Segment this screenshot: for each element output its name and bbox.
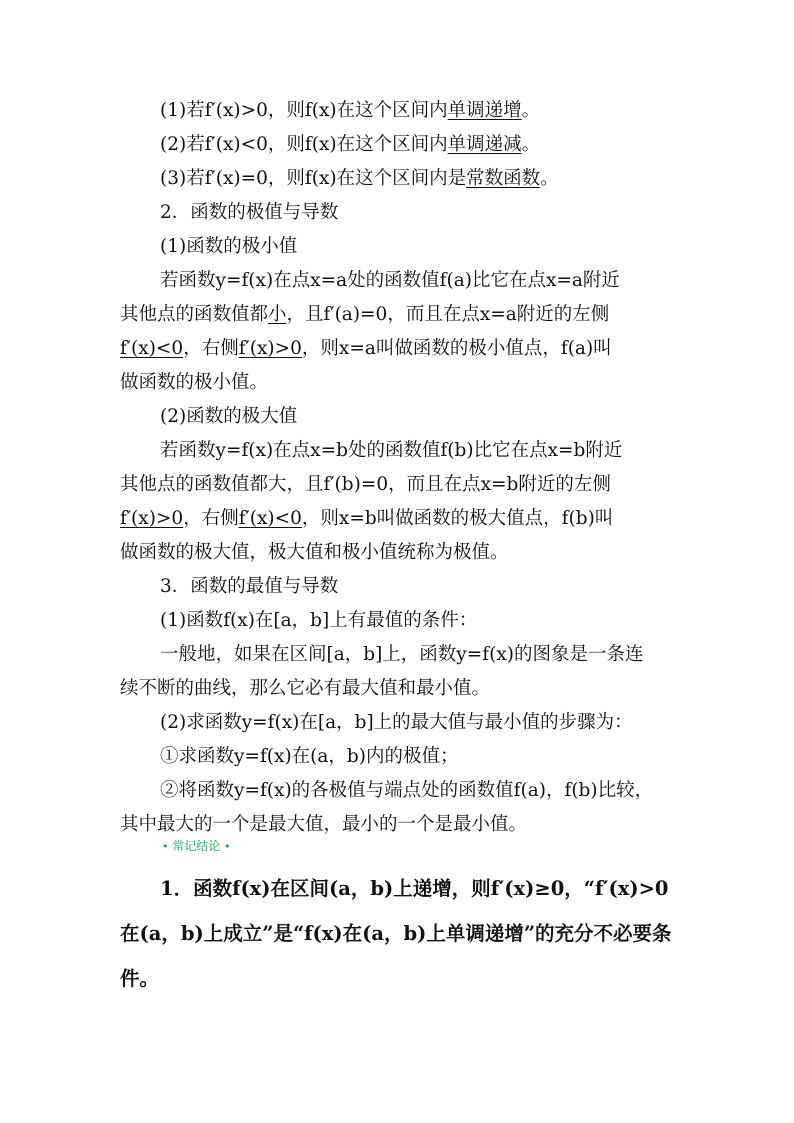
underlined-answer: f′(x)<0 <box>238 508 302 529</box>
underlined-answer: f′(x)>0 <box>120 508 184 529</box>
step-1: ①求函数y=f(x)在(a，b)内的极值； <box>160 746 459 767</box>
rule-text: (2)若f′(x)<0，则f(x)在这个区间内 <box>160 134 448 155</box>
paragraph-line: 其中最大的一个是最大值，最小的一个是最小值。 <box>120 814 528 835</box>
step-2: ②将函数y=f(x)的各极值与端点处的函数值f(a)，f(b)比较， <box>160 780 654 801</box>
underlined-answer: 小 <box>268 304 287 325</box>
conclusion-tag <box>162 838 231 855</box>
rule-end: 。 <box>521 100 541 121</box>
tag-label: 常记结论 <box>172 839 221 853</box>
rule-text: (3)若f′(x)=0，则f(x)在这个区间内是 <box>160 168 467 189</box>
conclusion-line: 件。 <box>120 967 160 990</box>
paragraph-line: 续不断的曲线，那么它必有最大值和最小值。 <box>120 678 491 699</box>
paragraph-line: 其他点的函数值都大，且f′(b)=0，而且在点x=b附近的左侧 <box>120 474 611 495</box>
bullet-dot: • <box>224 840 231 853</box>
paragraph-line: 若函数y=f(x)在点x=b处的函数值f(b)比它在点x=b附近 <box>160 440 623 461</box>
underlined-answer: 单调递减 <box>447 134 522 155</box>
underlined-answer: 单调递增 <box>447 100 522 121</box>
paragraph-line: 若函数y=f(x)在点x=a处的函数值f(a)比它在点x=a附近 <box>160 270 620 291</box>
paragraph-line: f′(x)<0，右侧f′(x)>0，则x=a叫做函数的极小值点，f(a)叫 <box>120 338 612 359</box>
rule-decreasing <box>160 133 540 157</box>
underlined-answer: f′(x)<0 <box>120 338 184 359</box>
underlined-answer: 常数函数 <box>466 168 541 189</box>
rule-end: 。 <box>540 168 559 189</box>
subheading-condition: (1)函数f(x)在[a，b]上有最值的条件： <box>160 610 478 631</box>
paragraph-line: 其他点的函数值都小，且f′(a)=0，而且在点x=a附近的左侧 <box>120 304 610 325</box>
subheading-minimum: (1)函数的极小值 <box>160 236 298 257</box>
rule-constant <box>160 167 559 191</box>
section-heading-3: 3．函数的最值与导数 <box>160 576 339 597</box>
section-heading-2: 2．函数的极值与导数 <box>160 202 339 223</box>
paragraph-line: f′(x)>0，右侧f′(x)<0，则x=b叫做函数的极大值点，f(b)叫 <box>120 508 614 529</box>
paragraph-line: 做函数的极大值，极大值和极小值统称为极值。 <box>120 542 509 563</box>
bullet-dot: • <box>162 840 169 853</box>
conclusion-line: 1．函数f(x)在区间(a，b)上递增，则f′(x)≥0，“f′(x)>0 <box>160 877 669 900</box>
paragraph-line: 一般地，如果在区间[a，b]上，函数y=f(x)的图象是一条连 <box>160 644 644 665</box>
paragraph-line: 做函数的极小值。 <box>120 372 269 393</box>
subheading-maximum: (2)函数的极大值 <box>160 406 298 427</box>
underlined-answer: f′(x)>0 <box>238 338 302 359</box>
subheading-steps: (2)求函数y=f(x)在[a，b]上的最大值与最小值的步骤为： <box>160 712 633 733</box>
conclusion-line: 在(a，b)上成立”是“f(x)在(a，b)上单调递增”的充分不必要条 <box>120 922 672 945</box>
rule-increasing <box>160 99 540 123</box>
rule-text: (1)若f′(x)>0，则f(x)在这个区间内 <box>160 100 448 121</box>
rule-end: 。 <box>521 134 541 155</box>
